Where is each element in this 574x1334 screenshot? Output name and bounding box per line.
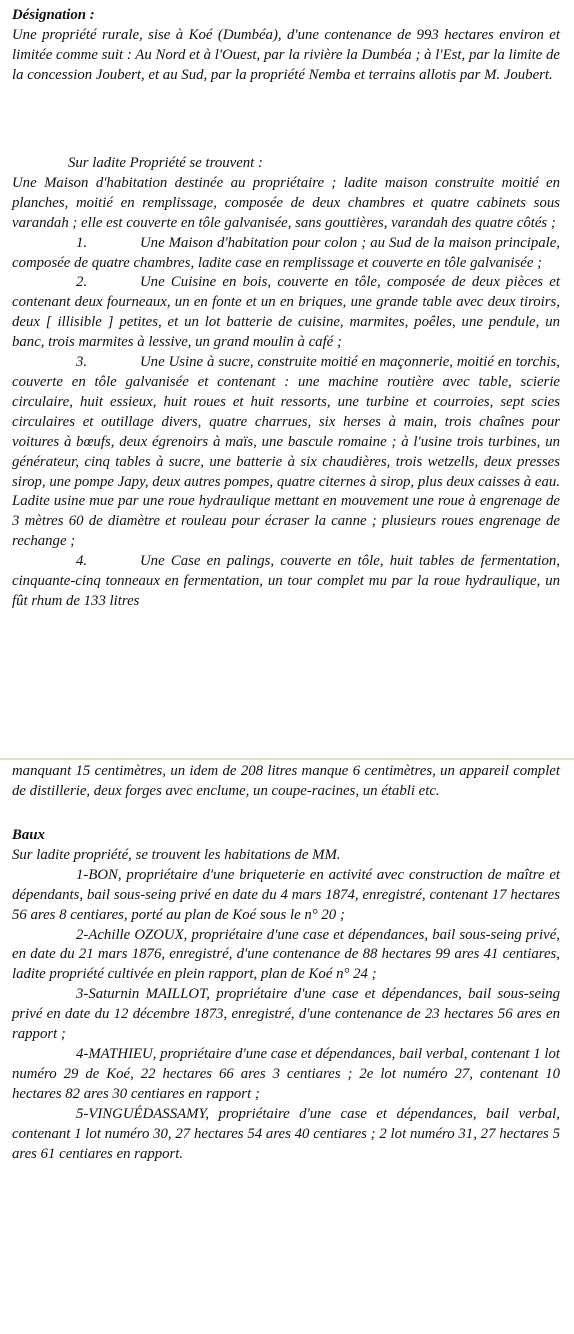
- property-continuation: manquant 15 centimètres, un idem de 208 litres manque 6 centimètres, un appareil complet de distillerie, deux forges avec enclume, un coupe-racines, un établi etc.: [12, 763, 560, 799]
- baux-entry: 4-MATHIEU, propriétaire d'une case et dépendances, bail verbal, contenant 1 lot numéro 29 de Koé, 22 hectares 66 ares 3 centiares ; 2e lot numéro 27, contenant 10 hectares 82 ares 30 centiares en rapport ;: [12, 1045, 560, 1102]
- baux-entry: 2-Achille OZOUX, propriétaire d'une case et dépendances, bail sous-seing privé, en date du 21 mars 1876, enregistré, d'une contenance de 88 hectares 99 ares 41 centiares, ladite propriété cultivée en plein rapport, plan de Koé n° 24 ;: [12, 926, 560, 983]
- designation-heading: Désignation :: [12, 7, 95, 23]
- property-item-number: 1.: [76, 234, 88, 251]
- property-item-text: Une Case en palings, couverte en tôle, huit tables de fermentation, cinquante-cinq tonneaux en fermentation, un tour complet mu par la roue hydraulique, un fût rhum de 133 litres: [12, 553, 560, 609]
- property-item-number: 4.: [76, 553, 88, 570]
- property-item: [12, 552, 560, 612]
- property-item: [12, 273, 560, 353]
- designation-text: Une propriété rurale, sise à Koé (Dumbéa), d'une contenance de 993 hectares environ et limitée comme suit : Au Nord et à l'Ouest, par la rivière la Dumbéa ; à l'Est, par la limite de la concession Joubert, et au Sud, par la propriété Nemba et terrains allotis par M. Joubert.: [12, 26, 560, 83]
- scan-seam-divider: [0, 758, 574, 760]
- property-house: Une Maison d'habitation destinée au propriétaire ; ladite maison construite moitié en planches, moitié en remplissage, composée de deux chambres et quatre cabinets sous varandah ; elle est couverte en tôle galvanisée, sans gouttières, varandah des quatre côtés ;: [12, 174, 560, 231]
- baux-entry: 3-Saturnin MAILLOT, propriétaire d'une case et dépendances, bail sous-seing privé en date du 12 décembre 1873, enregistré, d'une contenance de 23 hectares 56 ares en rapport ;: [12, 986, 560, 1043]
- baux-entry: 1-BON, propriétaire d'une briqueterie en activité avec construction de maître et dépendants, bail sous-seing privé en date du 4 mars 1874, enregistré, contenant 17 hectares 56 ares 8 centiares, porté au plan de Koé sous le n° 20 ;: [12, 866, 560, 923]
- designation-section: [12, 6, 560, 86]
- property-item-number: 2.: [76, 274, 88, 291]
- property-item-text: Une Maison d'habitation pour colon ; au Sud de la maison principale, composée de quatre chambres, ladite case en remplissage et couverte en tôle galvanisée ;: [12, 234, 560, 271]
- property-continuation-section: [12, 762, 560, 802]
- property-item: [12, 234, 560, 274]
- property-section: [12, 154, 560, 612]
- property-intro: Sur ladite Propriété se trouvent :: [68, 155, 263, 171]
- baux-section: [12, 826, 560, 1164]
- baux-entry: 5-VINGUÉDASSAMY, propriétaire d'une case et dépendances, bail verbal, contenant 1 lot numéro 30, 27 hectares 54 ares 40 centiares ; 2 lot numéro 31, 27 hectares 5 ares 61 centiares en rapport.: [12, 1105, 560, 1162]
- baux-intro: Sur ladite propriété, se trouvent les habitations de MM.: [12, 846, 341, 863]
- baux-heading: Baux: [12, 827, 45, 843]
- property-item-text: Une Usine à sucre, construite moitié en maçonnerie, moitié en torchis, couverte en tôle galvanisée et contenant : une machine routière avec table, scierie circulaire, huit essieux, huit roues et huit ressorts, une turbine et courroies, sept scies circulaires et outillage divers, quatre charrues, six herses à main, trois chaînes pour voitures à bœufs, deux égrenoirs à maïs, une bascule romaine ; à l'usine trois turbines, un générateur, cinq tables à sucre, une batterie à six chaudières, trois wetzells, deux presses sirop, une pompe Japy, deux autres pompes, quatre citernes à sirop, plus deux caisses à eau. Ladite usine mue par une roue hydraulique mettant en mouvement une roue à engrenage de 3 mètres 60 de diamètre et rouleau pour écraser la canne ; plusieurs roues engrenage de rechange ;: [12, 354, 560, 550]
- property-item-text: Une Cuisine en bois, couverte en tôle, composée de deux pièces et contenant deux fourneaux, un en fonte et un en briques, une grande table avec deux tiroirs, deux [ illisible ] petites, et un lot batterie de cuisine, marmites, poêles, une pendule, un banc, trois marmites à lessive, un grand moulin à café ;: [12, 274, 560, 351]
- property-item: [12, 353, 560, 552]
- property-item-number: 3.: [76, 354, 88, 371]
